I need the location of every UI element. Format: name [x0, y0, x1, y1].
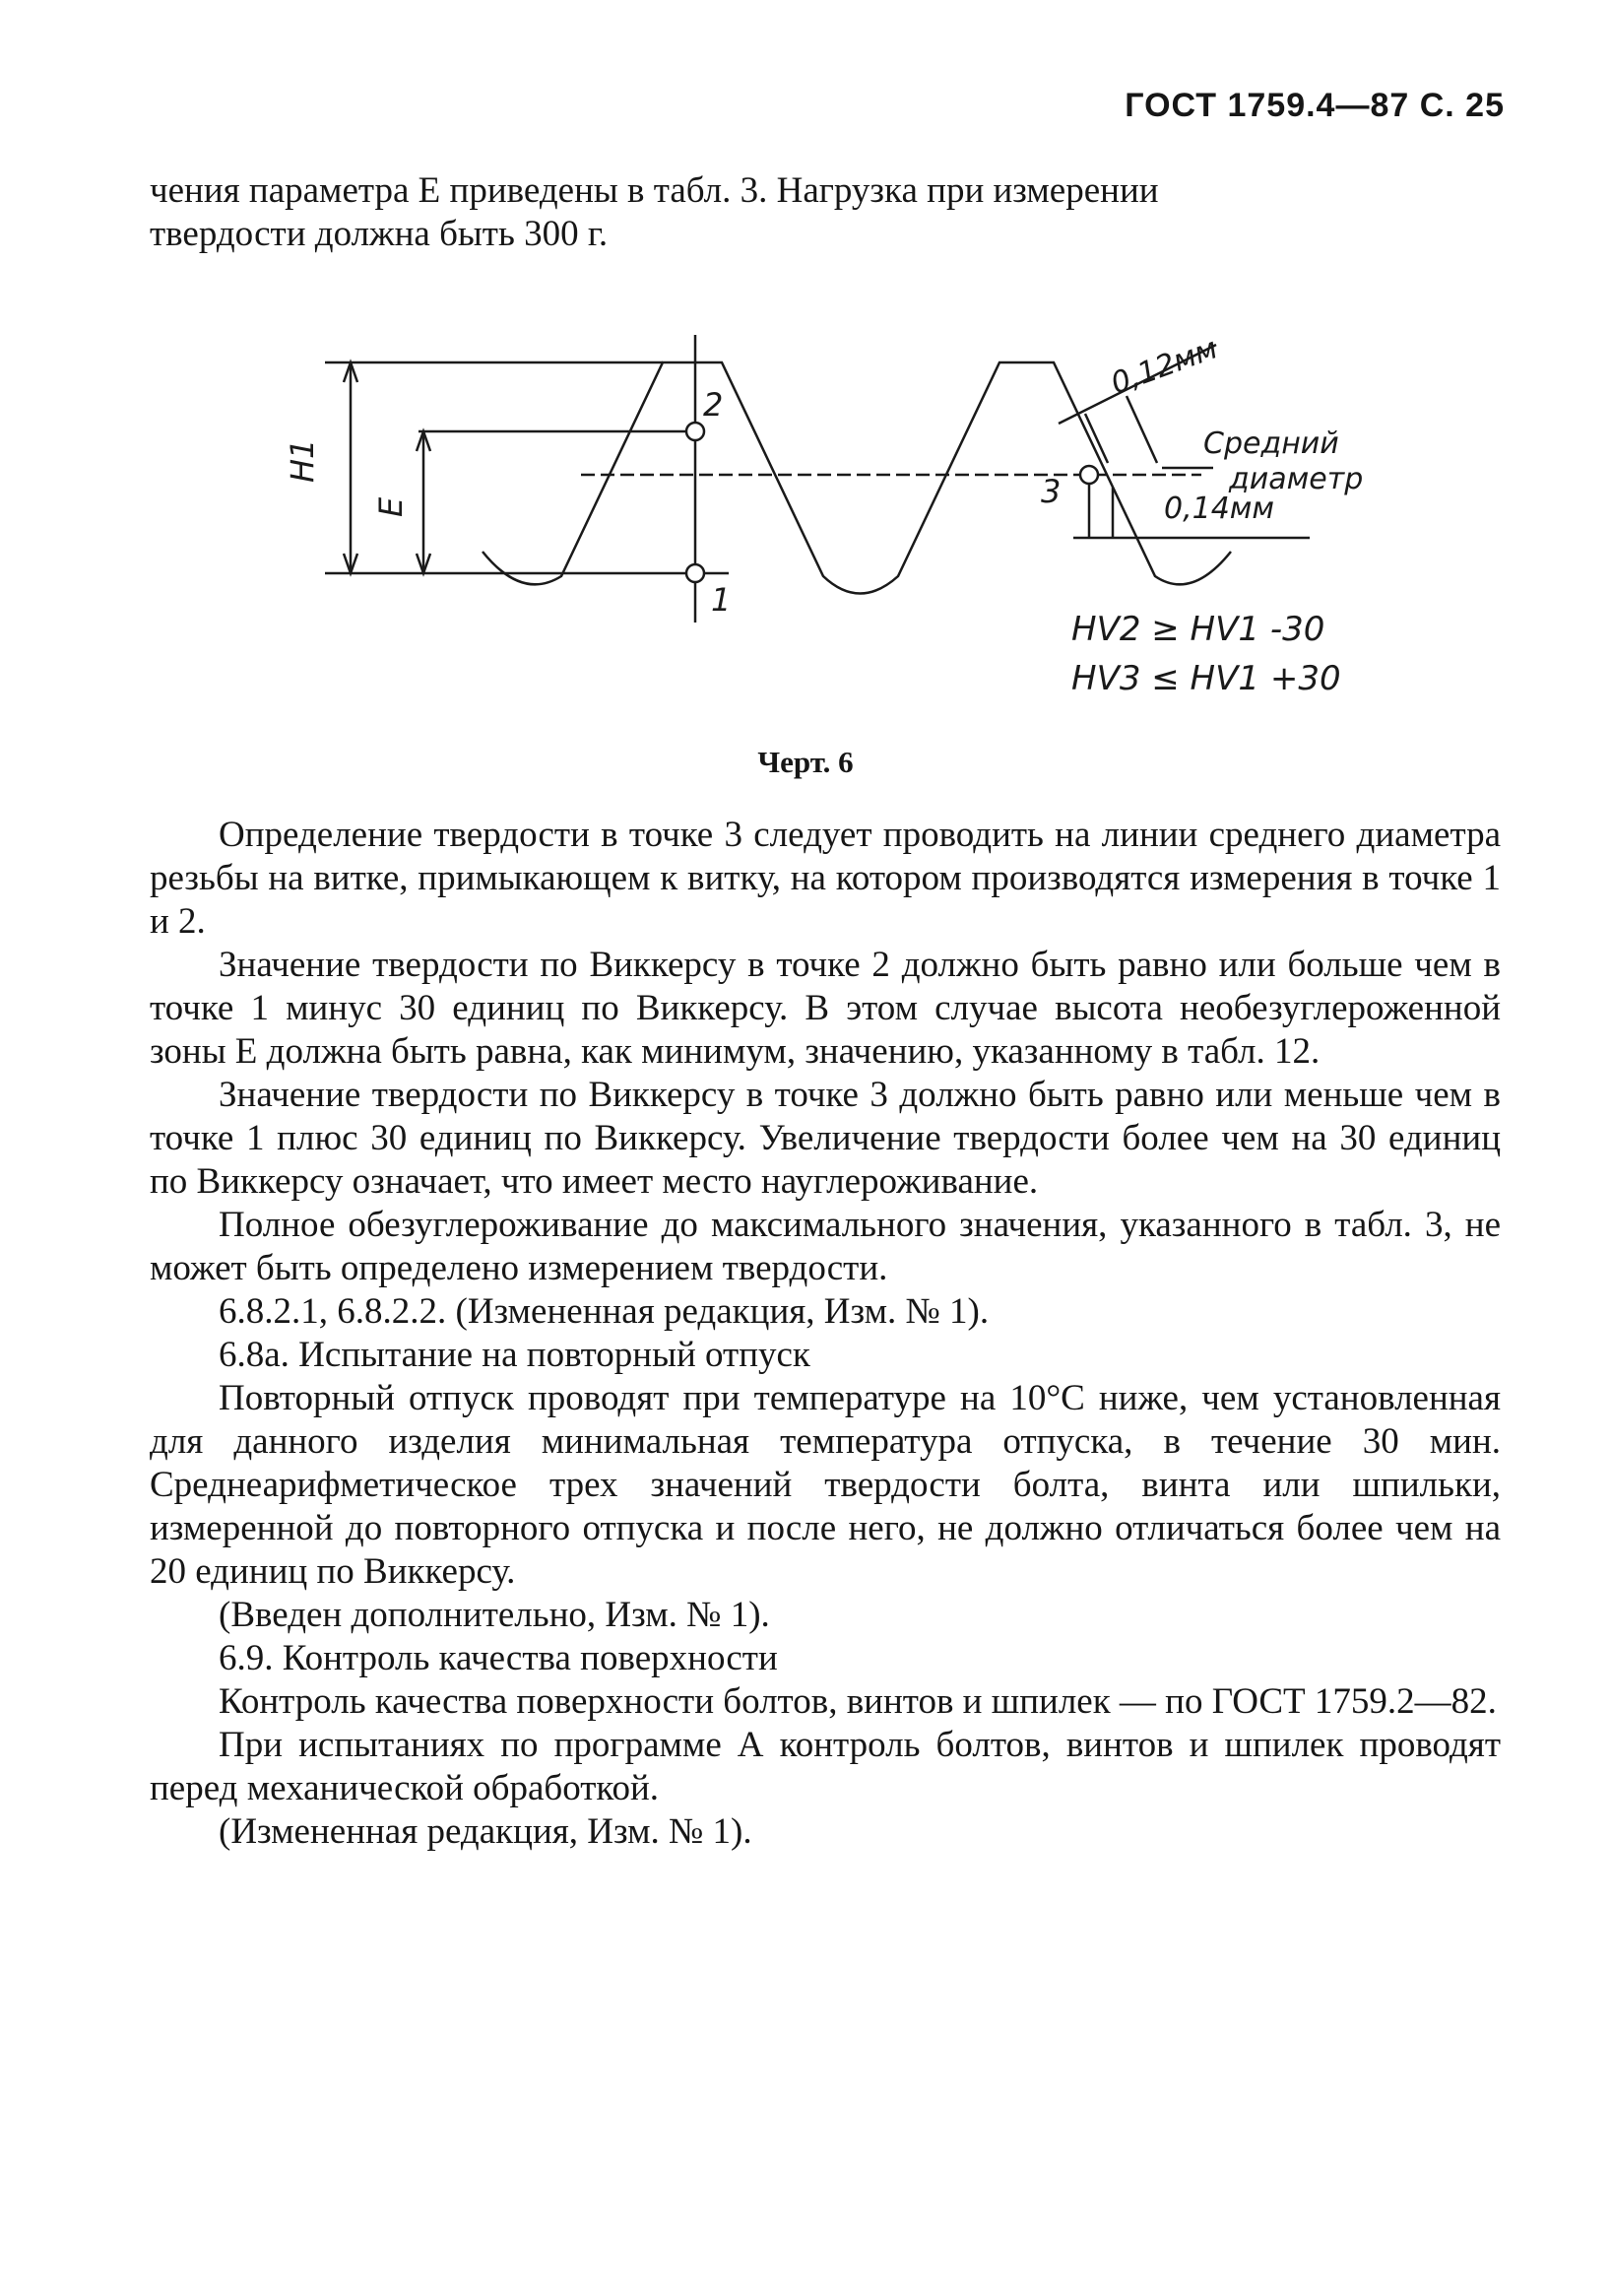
paragraph: Определение твердости в точке 3 следует проводить на линии среднего диаметра резьбы на витке, примыкающем к витку, на котором производятся измерения в точке 1 и 2.: [150, 815, 1501, 942]
intro-line-1: чения параметра Е приведены в табл. 3. Нагрузка при измерении: [150, 170, 1159, 211]
label-point-1: 1: [711, 581, 732, 619]
paragraph: (Измененная редакция, Изм. № 1).: [219, 1811, 752, 1852]
body-text: [150, 814, 1501, 1854]
point-3-marker: [1080, 466, 1098, 484]
thread-profile-drawing: [0, 315, 1611, 729]
label-mid-2: диаметр: [1229, 462, 1364, 496]
label-mid-1: Средний: [1203, 426, 1339, 461]
label-point-2: 2: [703, 386, 724, 424]
paragraph: (Введен дополнительно, Изм. № 1).: [219, 1595, 770, 1635]
label-dim-014: 0,14мм: [1164, 492, 1275, 526]
formula-1: HV2 ≥ HV1 -30: [1071, 610, 1325, 649]
point-2-marker: [686, 423, 704, 440]
paragraph: Повторный отпуск проводят при температуре на 10°С ниже, чем установленная для данного изделия минимальная температура отпуска, в течение 30 мин. Среднеарифметическое трех значений твердости болта, винта или шпильки, измеренной до повторного отпуска и после него, не должно отличаться более чем на 20 единиц по Виккерсу.: [150, 1378, 1501, 1592]
paragraph: 6.9. Контроль качества поверхности: [219, 1638, 778, 1678]
figure-caption: Черт. 6: [757, 745, 854, 779]
label-dim-012: 0,12мм: [1106, 331, 1223, 402]
paragraph: Значение твердости по Виккерсу в точке 3 должно быть равно или меньше чем в точке 1 плюс 30 единиц по Виккерсу. Увеличение твердости более чем на 30 единиц по Виккерсу означает, что имеет место науглероживание.: [150, 1075, 1501, 1202]
paragraph: 6.8а. Испытание на повторный отпуск: [219, 1335, 810, 1375]
label-e: E: [372, 496, 410, 517]
intro-line-2: твердости должна быть 300 г.: [150, 214, 609, 254]
paragraph: 6.8.2.1, 6.8.2.2. (Измененная редакция, Изм. № 1).: [219, 1291, 990, 1332]
page-header: ГОСТ 1759.4—87 С. 25: [1125, 87, 1505, 124]
intro-text: [150, 169, 1501, 256]
point-1-marker: [686, 564, 704, 582]
paragraph: Значение твердости по Виккерсу в точке 2 должно быть равно или больше чем в точке 1 минус 30 единиц по Виккерсу. В этом случае высота необезуглероженной зоны Е должна быть равна, как минимум, значению, указанному в табл. 12.: [150, 945, 1501, 1072]
label-point-3: 3: [1041, 473, 1062, 510]
formula-2: HV3 ≤ HV1 +30: [1071, 659, 1341, 698]
label-h1: H1: [284, 438, 321, 483]
paragraph: Контроль качества поверхности болтов, винтов и шпилек — по ГОСТ 1759.2—82.: [219, 1681, 1497, 1722]
paragraph: Полное обезуглероживание до максимального значения, указанного в табл. 3, не может быть определено измерением твердости.: [150, 1205, 1501, 1288]
paragraph: При испытаниях по программе А контроль болтов, винтов и шпилек проводят перед механической обработкой.: [150, 1725, 1501, 1808]
